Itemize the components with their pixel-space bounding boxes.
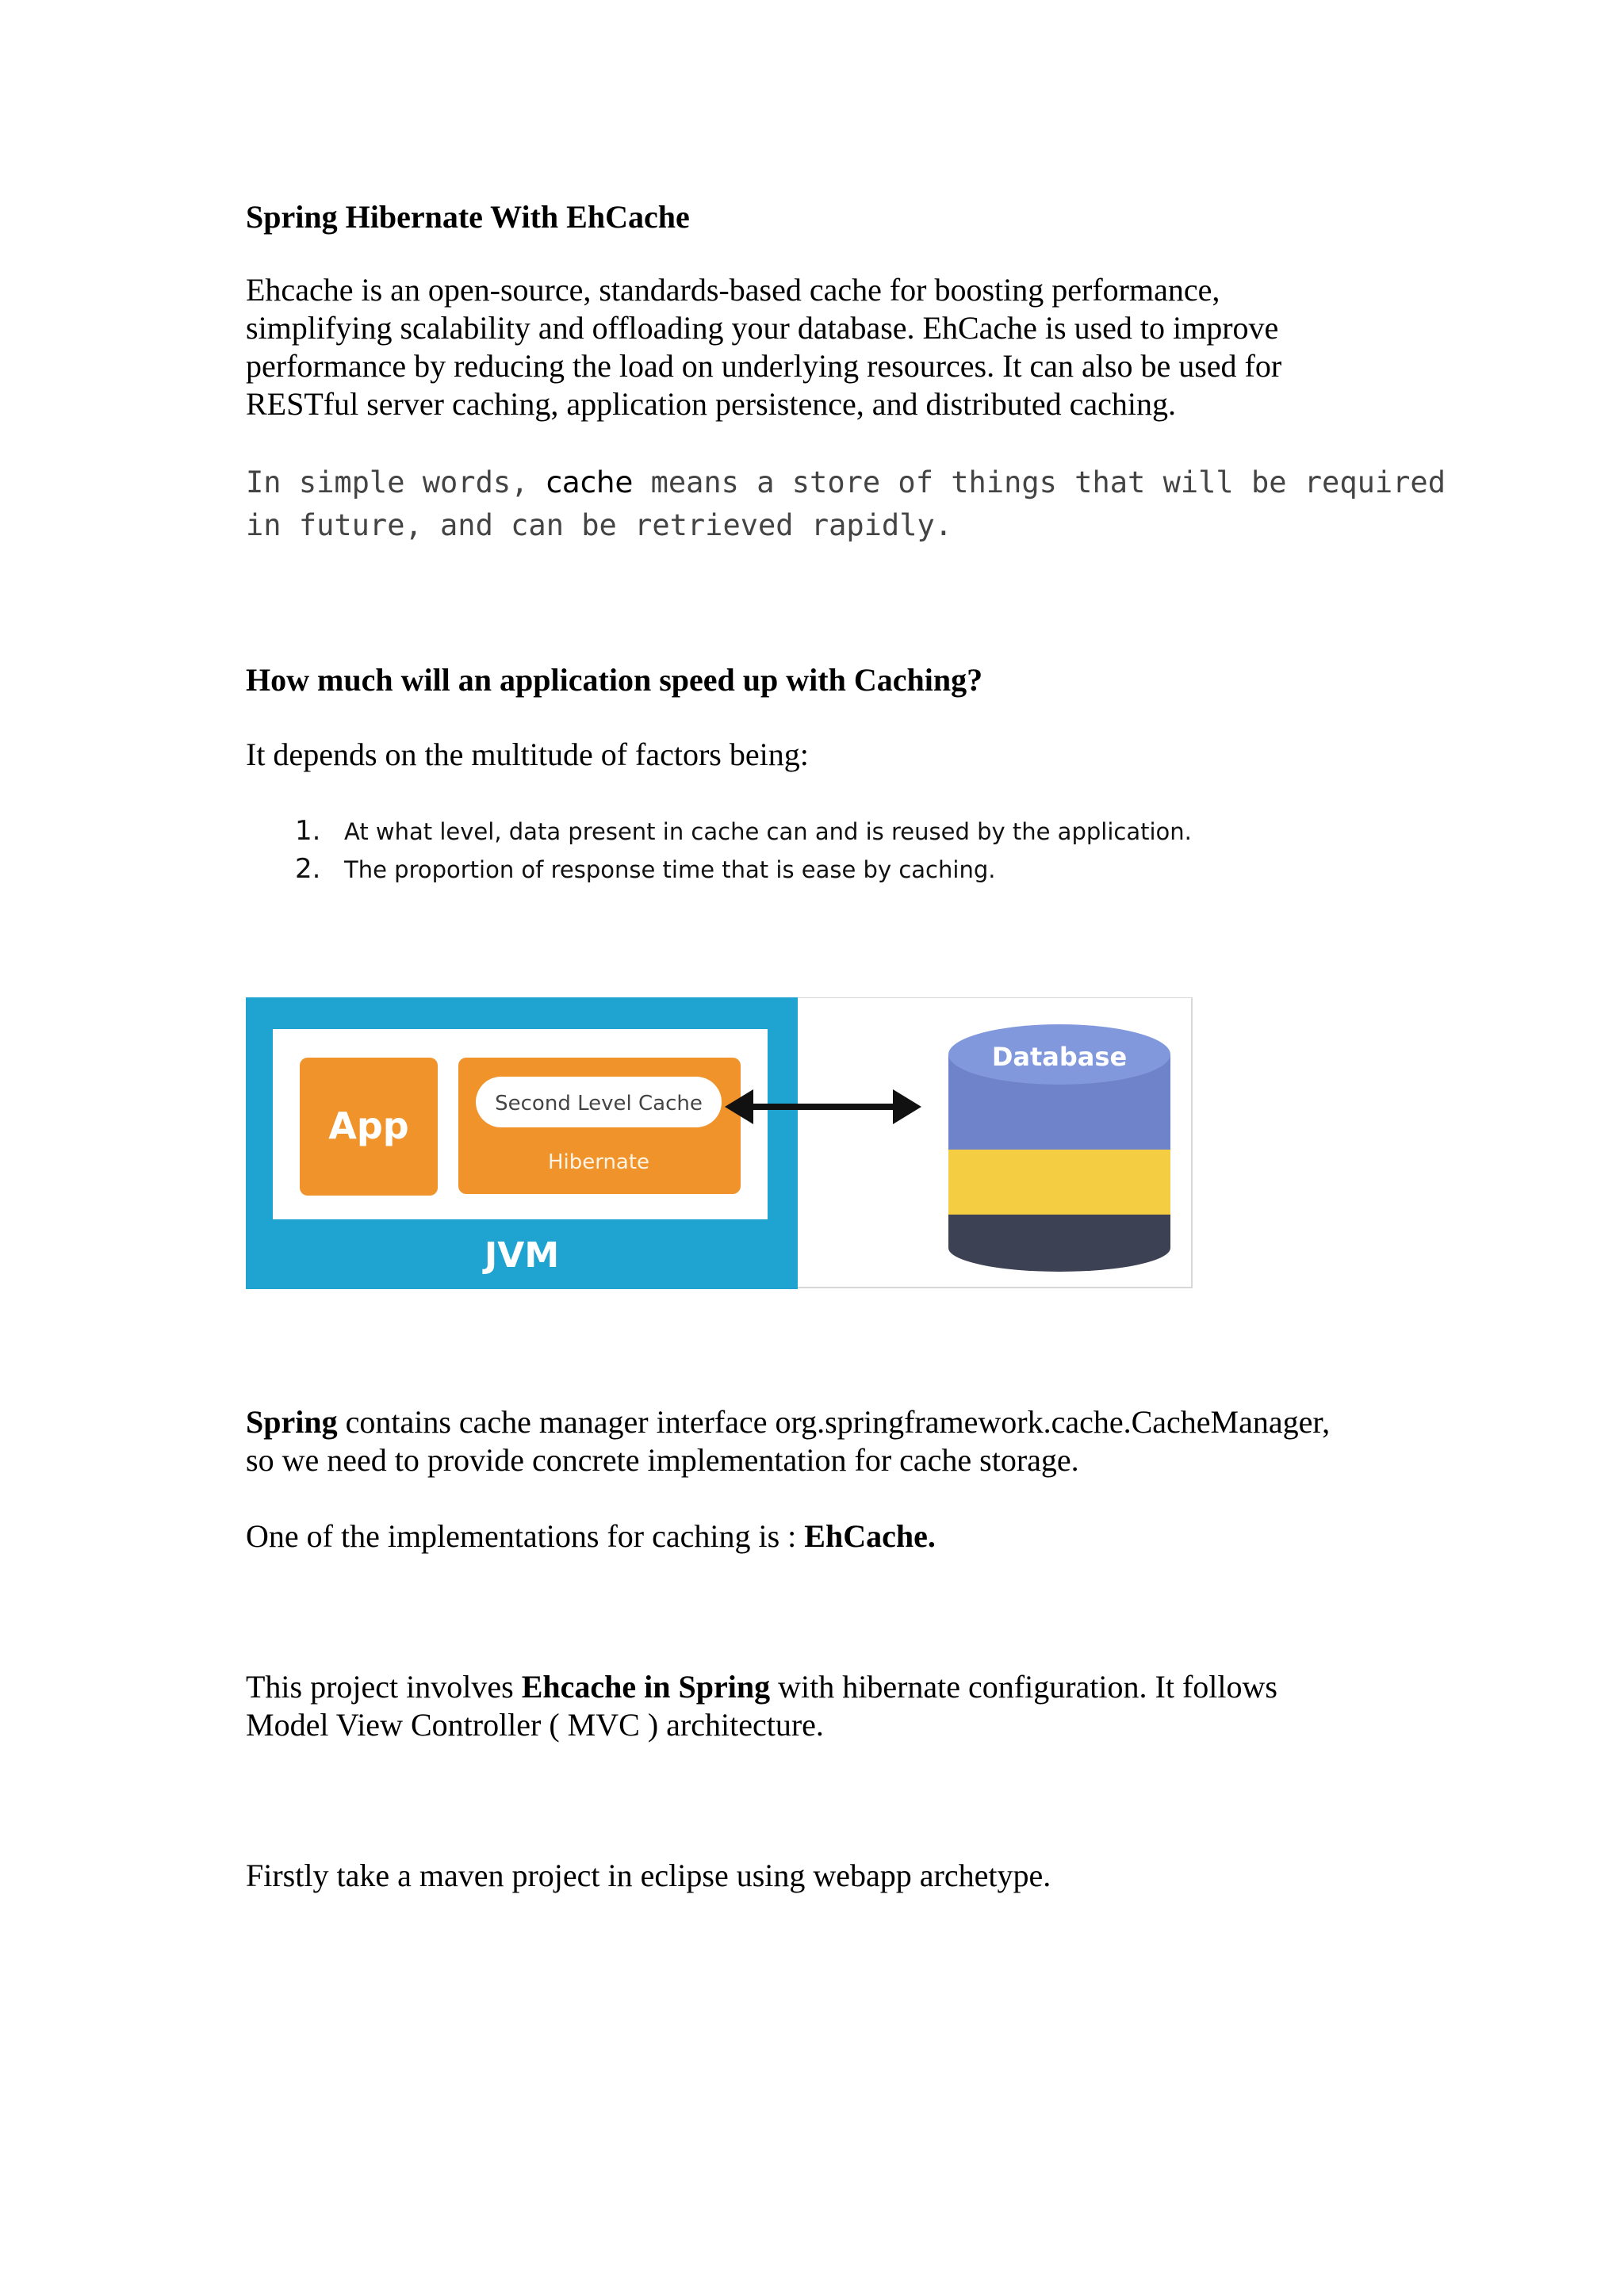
spring-paragraph [246,1403,1330,1479]
intro-line: simplifying scalability and offloading your database. EhCache is used to improve [246,310,1279,346]
depends-paragraph: It depends on the multitude of factors being: [246,737,809,772]
caching-architecture-diagram [246,997,1193,1289]
implementation-line: One of the implementations for caching is : EhCache. [246,1518,936,1554]
ehcache-bold: EhCache. [804,1518,936,1554]
document-title: Spring Hibernate With EhCache [246,199,690,235]
spring-line: so we need to provide concrete implementation for cache storage. [246,1442,1079,1478]
firstly-paragraph: Firstly take a maven project in eclipse using webapp archetype. [246,1858,1051,1893]
intro-line: Ehcache is an open-source, standards-based cache for boosting performance, [246,272,1220,308]
quote-keyword: cache [546,465,634,499]
quote-line2: in future, and can be retrieved rapidly. [246,508,953,542]
quote-prefix: In simple words, [246,465,529,499]
project-bold: Ehcache in Spring [521,1669,771,1705]
app-label: App [328,1104,409,1147]
intro-line: RESTful server caching, application persistence, and distributed caching. [246,386,1176,422]
section-heading: How much will an application speed up with Caching? [246,662,983,698]
project-line: This project involves Ehcache in Spring with hibernate configuration. It follows [246,1669,1277,1705]
intro-line: performance by reducing the load on underlying resources. It can also be used for [246,348,1282,384]
spring-line: Spring contains cache manager interface org.springframework.cache.CacheManager, [246,1404,1331,1440]
spring-bold: Spring [246,1404,338,1440]
jvm-label: JVM [484,1235,560,1276]
list-item: 2. The proportion of response time that is ease by caching. [295,853,996,885]
project-line: Model View Controller ( MVC ) architecture. [246,1707,824,1743]
project-paragraph [246,1668,1277,1744]
hibernate-label: Hibernate [547,1150,650,1174]
database-label: Database [991,1042,1128,1072]
list-item: 1. At what level, data present in cache can and is reused by the application. [295,815,1192,847]
intro-paragraph [246,271,1281,423]
cache-definition-quote [246,461,1446,547]
cache-label: Second Level Cache [495,1092,703,1115]
quote-suffix: means a store of things that will be required [650,465,1446,499]
factors-list [295,815,1405,894]
